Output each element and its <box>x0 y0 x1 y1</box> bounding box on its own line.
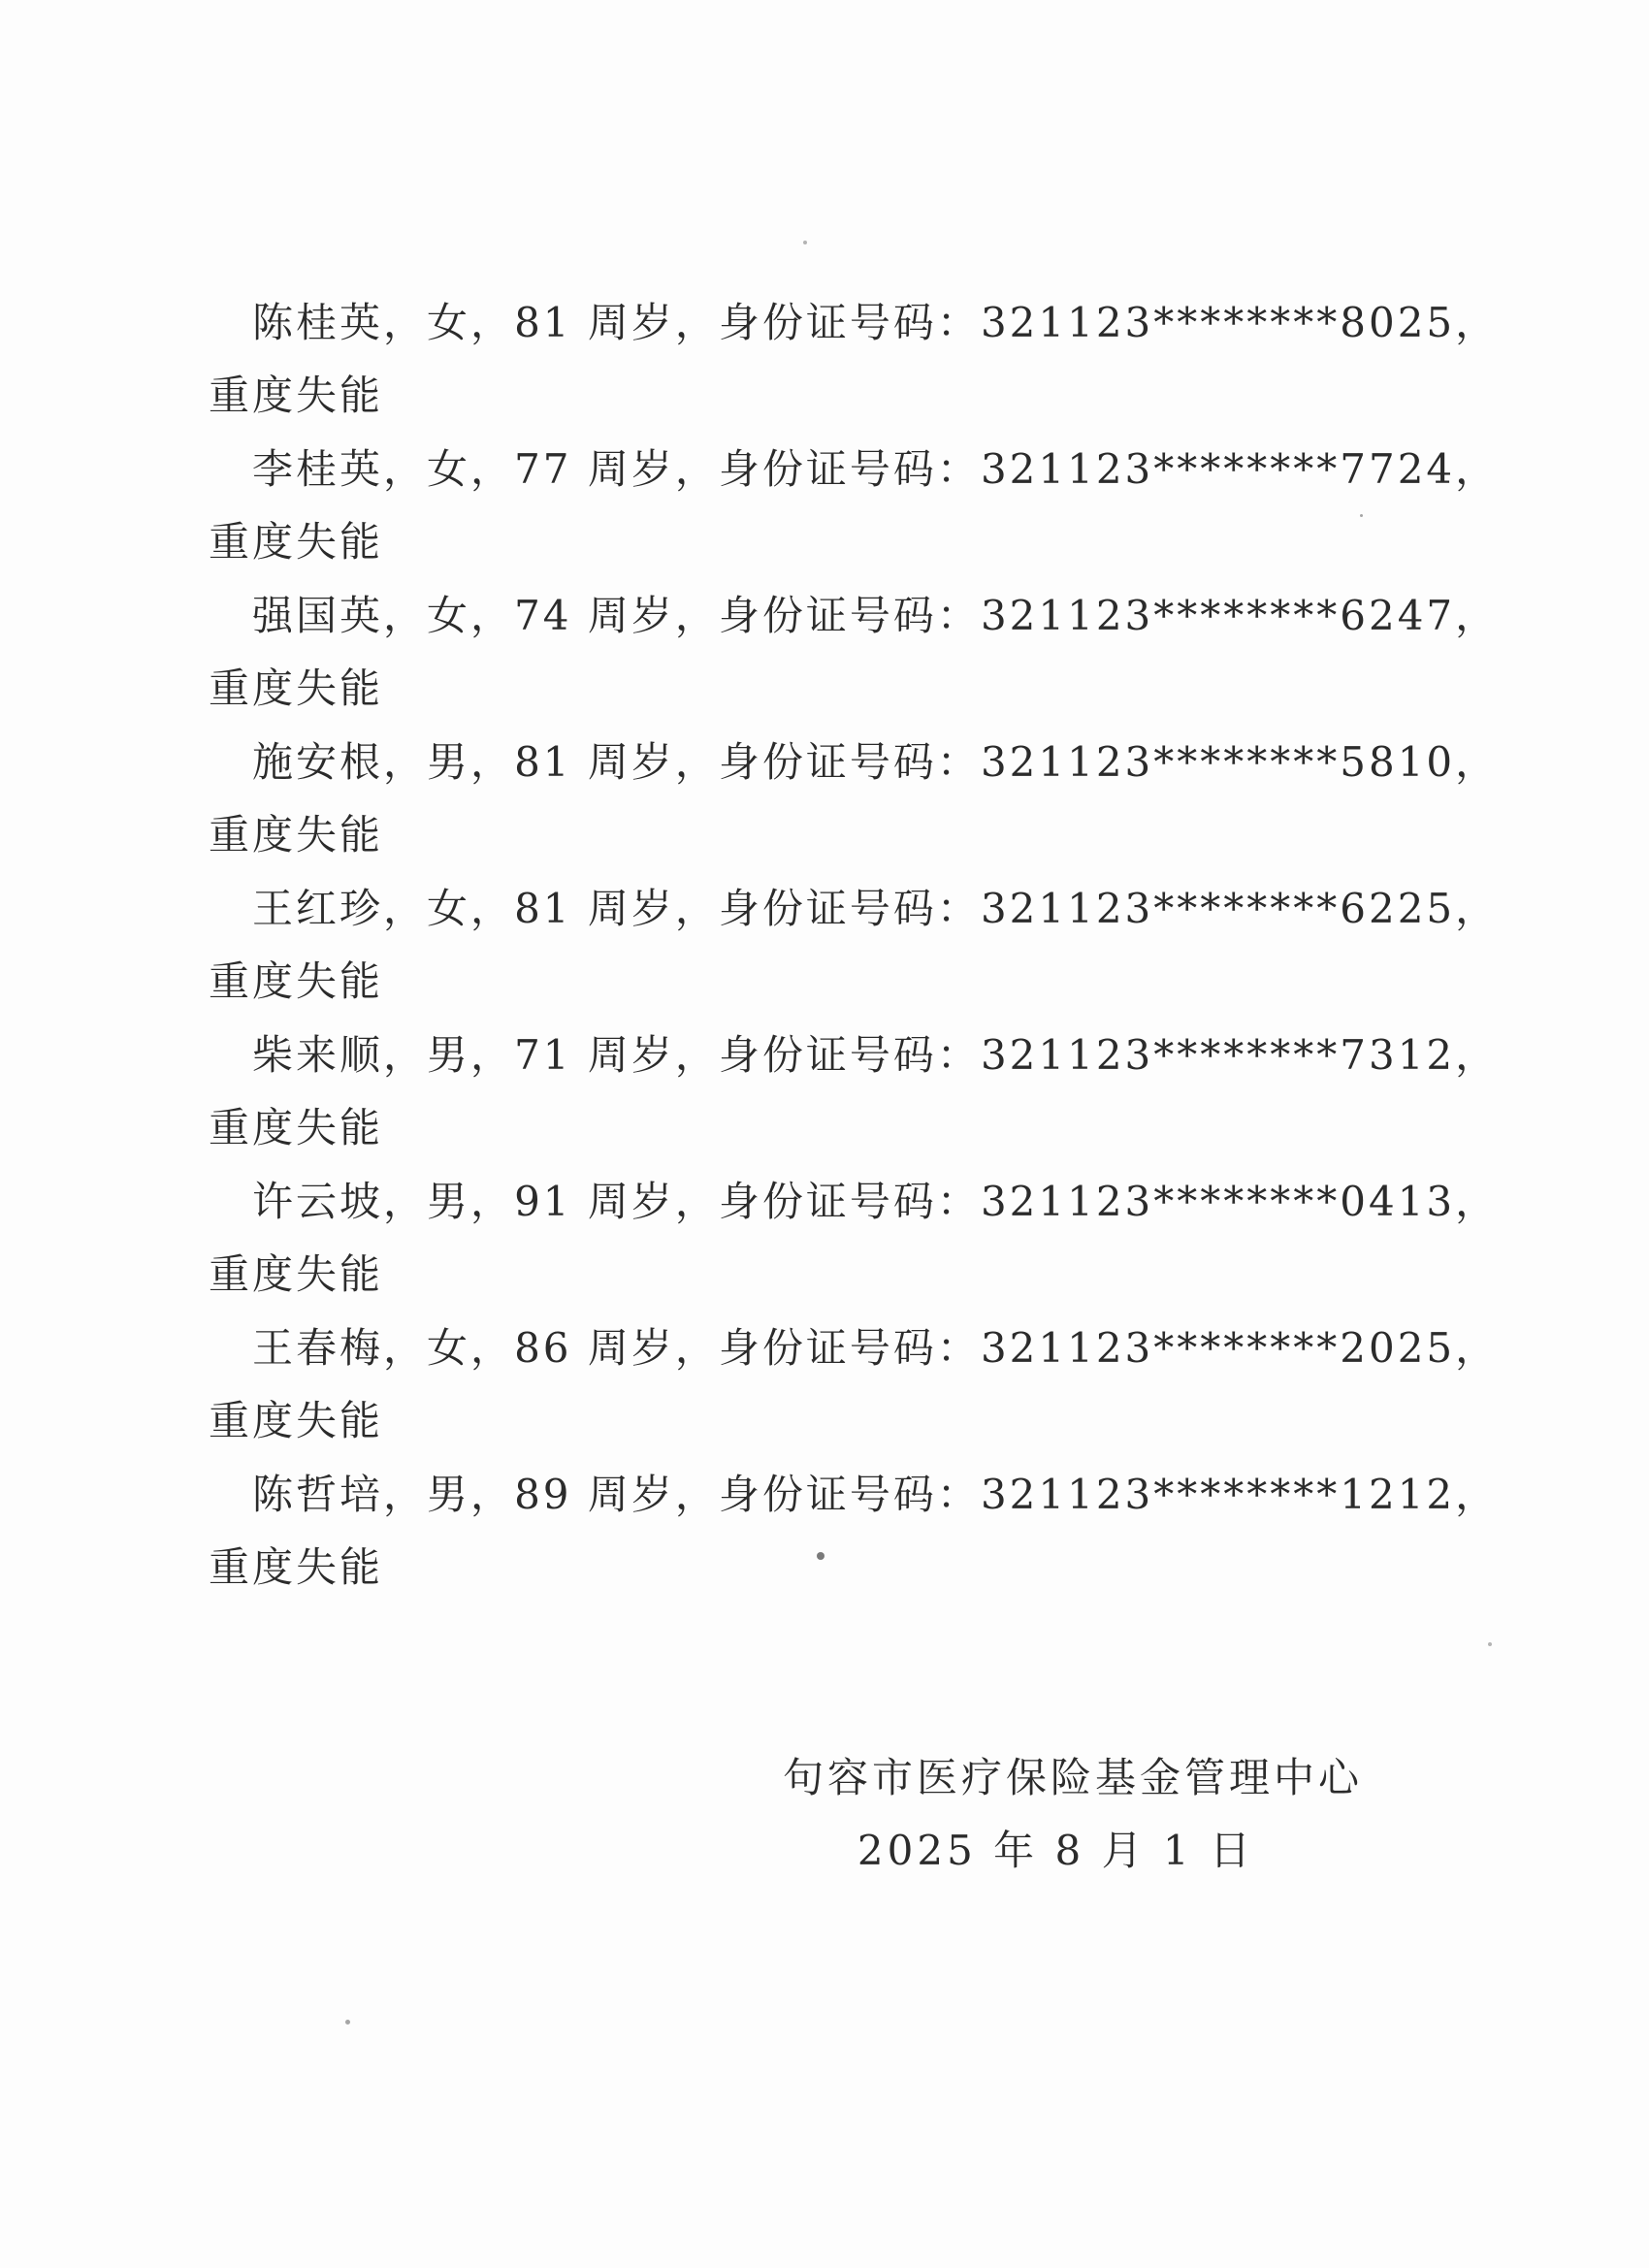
person-sex: 女 <box>427 299 471 346</box>
id-label: 身份证号码 <box>718 738 937 786</box>
person-age: 81 <box>514 885 572 932</box>
list-item <box>209 1458 1500 1604</box>
issue-date: 2025 年 8 月 1 日 <box>857 1827 1254 1874</box>
list-item <box>209 579 1500 726</box>
id-number: 321123********6247 <box>980 592 1456 639</box>
disability-level: 重度失能 <box>209 1250 384 1298</box>
entry-list <box>209 286 1500 1604</box>
person-sex: 男 <box>427 738 471 786</box>
scan-speck <box>345 2020 350 2025</box>
id-label: 身份证号码 <box>718 299 937 346</box>
person-age: 81 <box>514 738 572 786</box>
disability-level: 重度失能 <box>209 664 384 712</box>
disability-level: 重度失能 <box>209 372 384 419</box>
list-item <box>209 433 1500 579</box>
person-name: 柴来顺 <box>252 1031 384 1079</box>
entry-line: 柴来顺，男，71 周岁，身份证号码：321123********7312， <box>252 1031 1500 1079</box>
person-sex: 女 <box>427 885 471 932</box>
scan-speck <box>1488 1642 1492 1646</box>
entry-line: 施安根，男，81 周岁，身份证号码：321123********5810， <box>252 738 1500 786</box>
id-number: 321123********7724 <box>980 445 1456 493</box>
person-name: 陈哲培 <box>252 1471 384 1518</box>
person-age: 91 <box>514 1178 572 1225</box>
id-label: 身份证号码 <box>718 1324 937 1372</box>
person-name: 陈桂英 <box>252 299 384 346</box>
id-number: 321123********1212 <box>980 1471 1456 1518</box>
id-number: 321123********6225 <box>980 885 1456 932</box>
id-number: 321123********5810 <box>980 738 1456 786</box>
id-label: 身份证号码 <box>718 1031 937 1079</box>
person-name: 施安根 <box>252 738 384 786</box>
disability-level: 重度失能 <box>209 518 384 566</box>
person-age: 81 <box>514 299 572 346</box>
person-name: 许云坡 <box>252 1178 384 1225</box>
scan-speck <box>803 241 807 244</box>
person-sex: 男 <box>427 1178 471 1225</box>
person-sex: 女 <box>427 1324 471 1372</box>
disability-level: 重度失能 <box>209 1104 384 1151</box>
signature-block <box>783 1741 1363 1887</box>
person-age: 89 <box>514 1471 572 1518</box>
person-sex: 男 <box>427 1471 471 1518</box>
id-label: 身份证号码 <box>718 445 937 493</box>
scan-speck <box>817 1552 824 1560</box>
person-age: 77 <box>514 445 572 493</box>
disability-level: 重度失能 <box>209 1543 384 1591</box>
id-label: 身份证号码 <box>718 1178 937 1225</box>
entry-line: 王红珍，女，81 周岁，身份证号码：321123********6225， <box>252 885 1500 932</box>
entry-line: 强国英，女，74 周岁，身份证号码：321123********6247， <box>252 592 1500 639</box>
list-item <box>209 726 1500 872</box>
entry-line: 许云坡，男，91 周岁，身份证号码：321123********0413， <box>252 1178 1500 1225</box>
entry-line: 李桂英，女，77 周岁，身份证号码：321123********7724， <box>252 445 1500 493</box>
scan-speck <box>1360 514 1363 517</box>
list-item <box>209 1019 1500 1165</box>
issuing-organization: 句容市医疗保险基金管理中心 <box>782 1754 1363 1801</box>
disability-level: 重度失能 <box>209 957 384 1005</box>
id-number: 321123********7312 <box>980 1031 1456 1079</box>
list-item <box>209 1312 1500 1458</box>
id-number: 321123********8025 <box>980 299 1456 346</box>
person-name: 王春梅 <box>252 1324 384 1372</box>
id-label: 身份证号码 <box>718 1471 937 1518</box>
entry-line: 陈哲培，男，89 周岁，身份证号码：321123********1212， <box>252 1471 1500 1518</box>
disability-level: 重度失能 <box>209 1397 384 1444</box>
id-number: 321123********0413 <box>980 1178 1456 1225</box>
list-item <box>209 1165 1500 1312</box>
list-item <box>209 872 1500 1019</box>
id-number: 321123********2025 <box>980 1324 1456 1372</box>
entry-line: 陈桂英，女，81 周岁，身份证号码：321123********8025， <box>252 299 1500 346</box>
person-name: 李桂英 <box>252 445 384 493</box>
person-sex: 女 <box>427 445 471 493</box>
person-name: 王红珍 <box>252 885 384 932</box>
person-name: 强国英 <box>252 592 384 639</box>
id-label: 身份证号码 <box>718 885 937 932</box>
person-sex: 女 <box>427 592 471 639</box>
person-age: 74 <box>514 592 572 639</box>
entry-line: 王春梅，女，86 周岁，身份证号码：321123********2025， <box>252 1324 1500 1372</box>
list-item <box>209 286 1500 433</box>
person-sex: 男 <box>427 1031 471 1079</box>
person-age: 71 <box>514 1031 572 1079</box>
disability-level: 重度失能 <box>209 811 384 859</box>
id-label: 身份证号码 <box>718 592 937 639</box>
person-age: 86 <box>514 1324 572 1372</box>
